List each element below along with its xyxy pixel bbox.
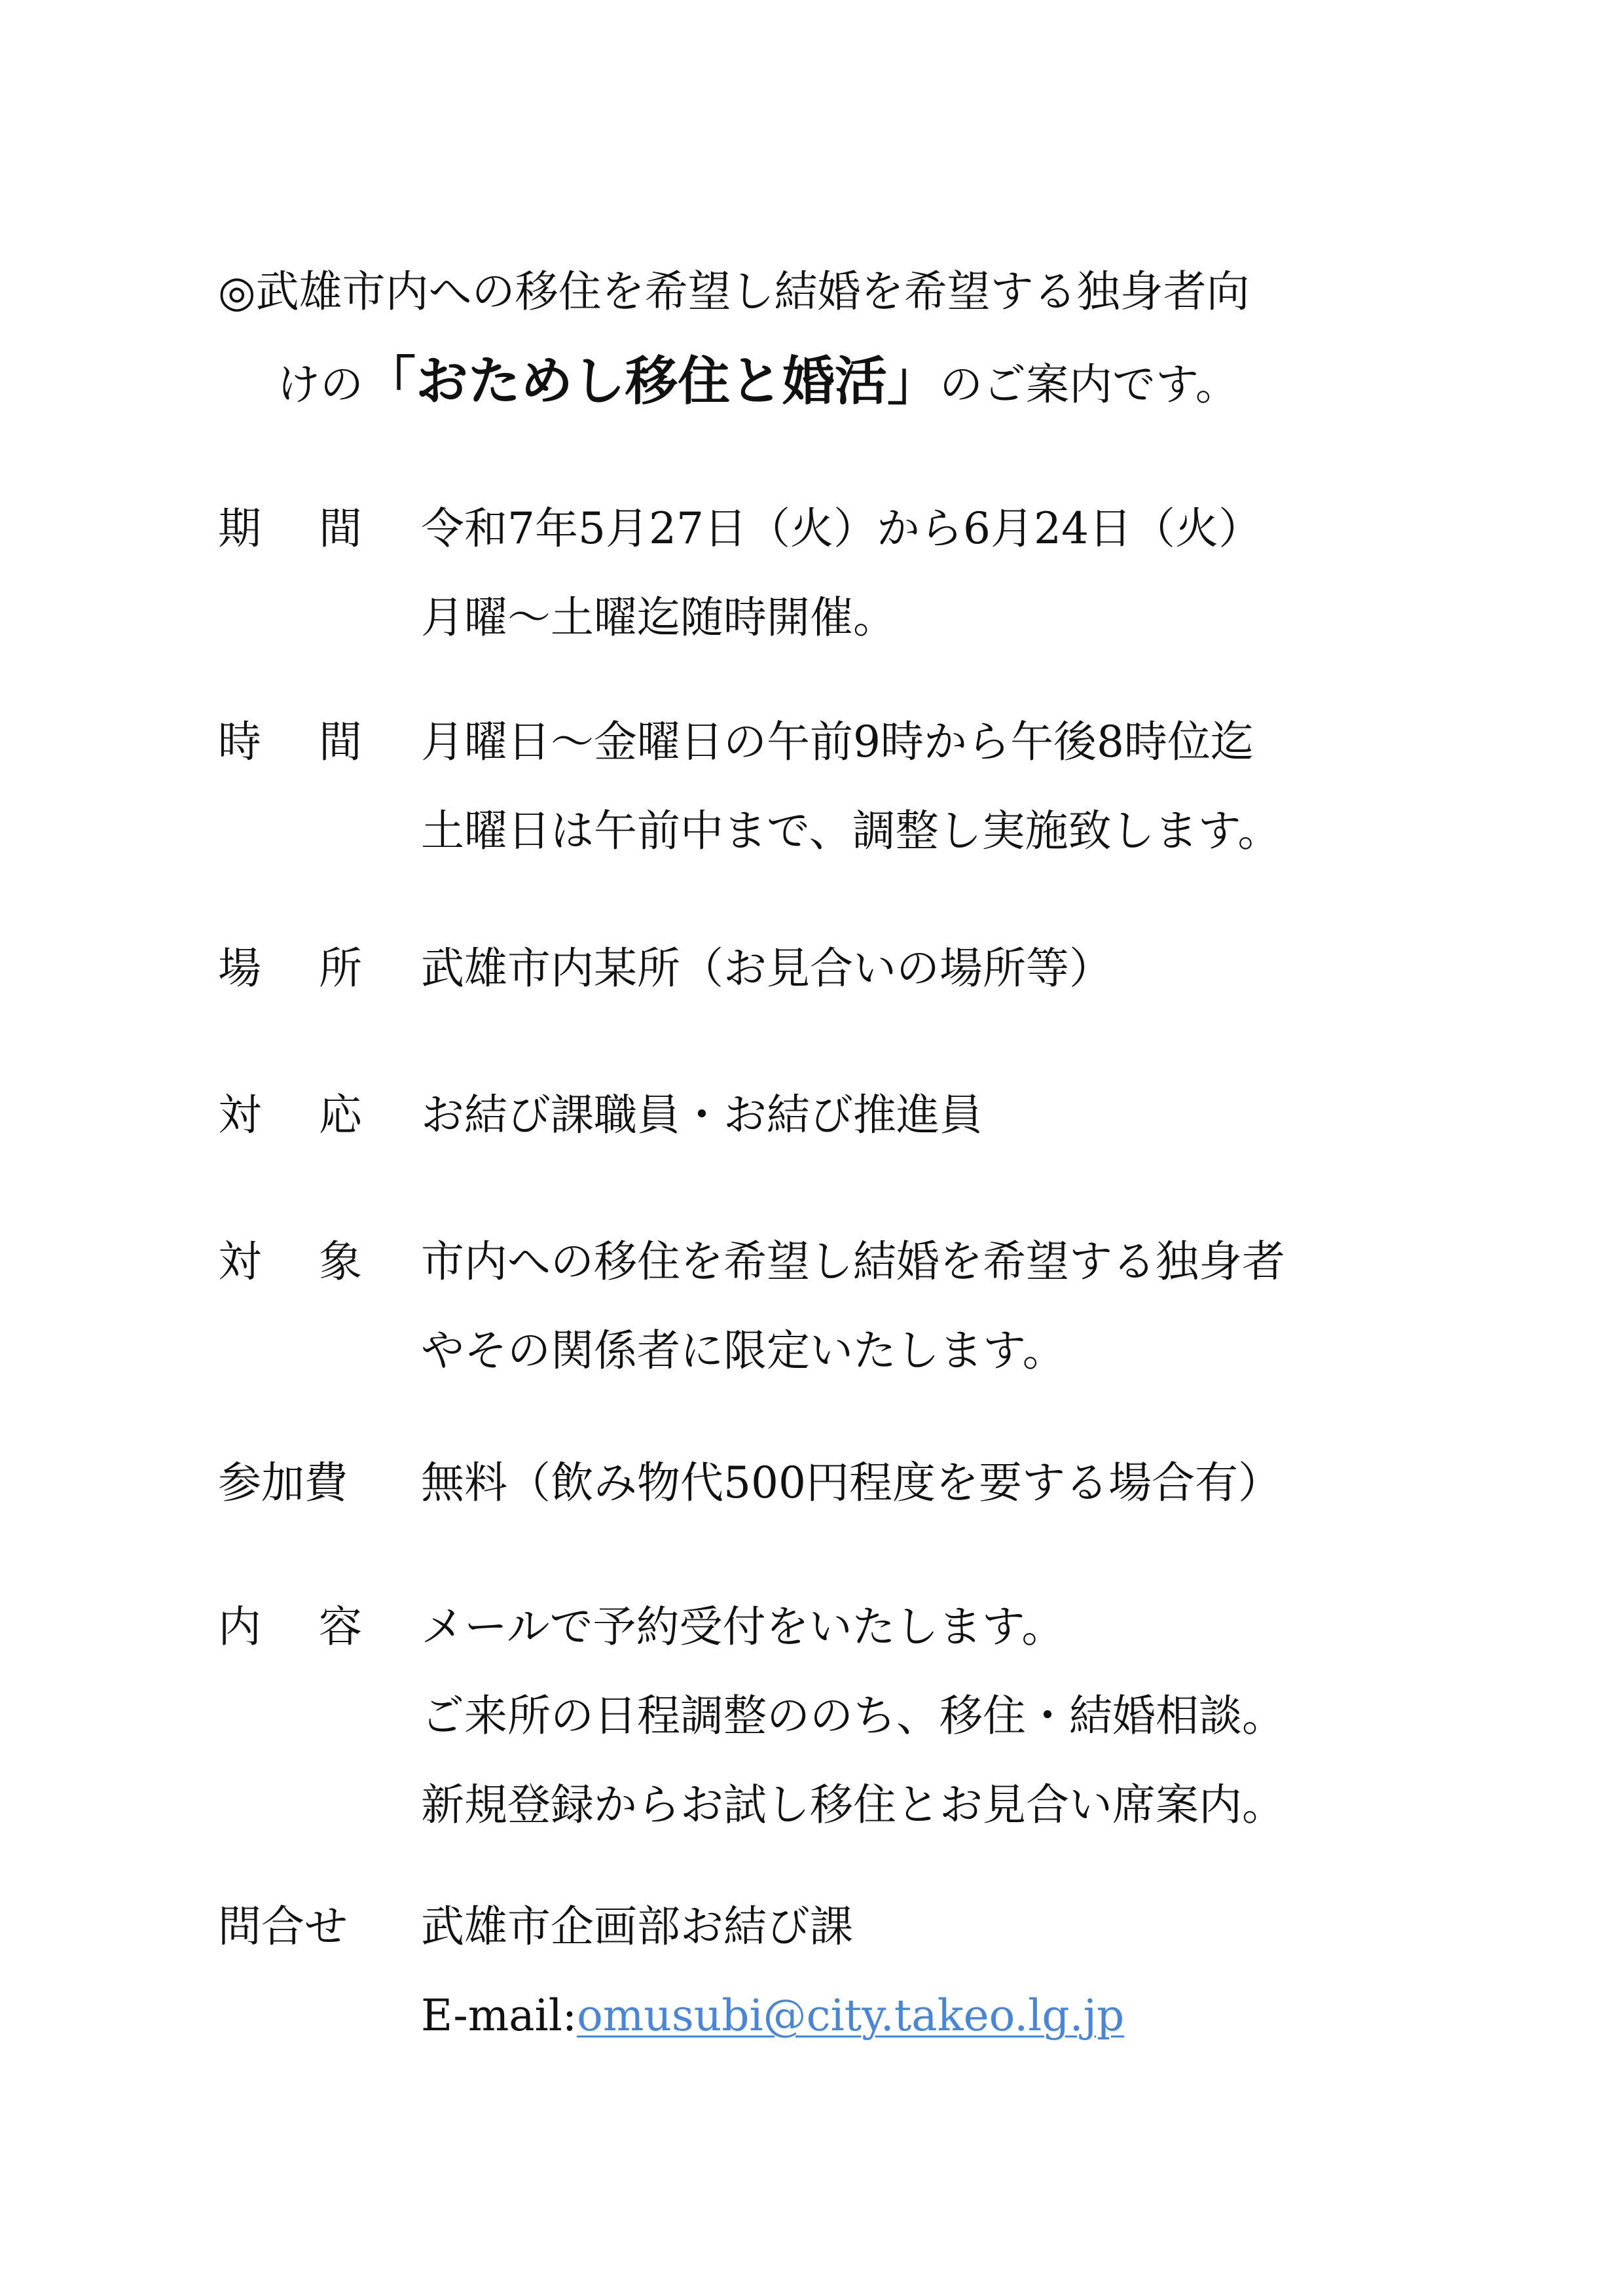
value-time <box>421 698 1281 876</box>
contact-line-1: 武雄市企画部お結び課 <box>421 1901 853 1952</box>
target-line-2: やその関係者に限定いたします。 <box>421 1325 1066 1376</box>
event-name: 「おためし移住と婚活」 <box>363 350 939 412</box>
intro-heading <box>218 247 1429 429</box>
label-staff: 対応 <box>218 1090 420 1140</box>
contact-email-line <box>421 1971 1124 2060</box>
period-line-2: 月曜〜土曜迄随時開催。 <box>421 592 896 643</box>
intro-line-1: ◎武雄市内への移住を希望し結婚を希望する独身者向 <box>218 266 1250 317</box>
email-prefix: E-mail: <box>421 1990 577 2041</box>
label-contact: 問合せ <box>218 1901 348 1952</box>
content-line-3: 新規登録からお試し移住とお見合い席案内。 <box>421 1780 1285 1830</box>
intro-line-2 <box>218 336 1429 429</box>
label-target: 対象 <box>218 1236 420 1287</box>
email-link[interactable]: omusubi@city.takeo.lg.jp <box>577 1990 1125 2041</box>
value-place <box>421 924 1112 1013</box>
label-period: 期間 <box>218 503 420 554</box>
period-line-1: 令和7年5月27日（火）から6月24日（火） <box>421 503 1262 554</box>
staff-line-1: お結び課職員・お結び推進員 <box>421 1090 983 1140</box>
label-time: 時間 <box>218 717 420 767</box>
fee-line-1: 無料（飲み物代500円程度を要する場合有） <box>421 1458 1281 1508</box>
content-line-2: ご来所の日程調整ののち、移住・結婚相談。 <box>421 1691 1285 1741</box>
value-staff <box>421 1071 983 1160</box>
intro-line-2-suffix: のご案内です。 <box>939 359 1239 410</box>
value-fee <box>421 1439 1281 1528</box>
time-line-2: 土曜日は午前中まで、調整し実施致します。 <box>421 806 1281 856</box>
value-content <box>421 1583 1285 1850</box>
value-contact <box>421 1882 1124 2060</box>
target-line-1: 市内への移住を希望し結婚を希望する独身者 <box>421 1236 1285 1287</box>
place-line-1: 武雄市内某所（お見合いの場所等） <box>421 943 1112 994</box>
content-line-1: メールで予約受付をいたします。 <box>421 1602 1065 1652</box>
label-place: 場所 <box>218 943 420 994</box>
time-line-1: 月曜日〜金曜日の午前9時から午後8時位迄 <box>421 717 1254 767</box>
value-period <box>421 484 1262 662</box>
label-content: 内容 <box>218 1602 420 1652</box>
label-fee: 参加費 <box>218 1458 348 1508</box>
intro-line-2-prefix: けの <box>277 359 363 410</box>
value-target <box>421 1217 1285 1395</box>
